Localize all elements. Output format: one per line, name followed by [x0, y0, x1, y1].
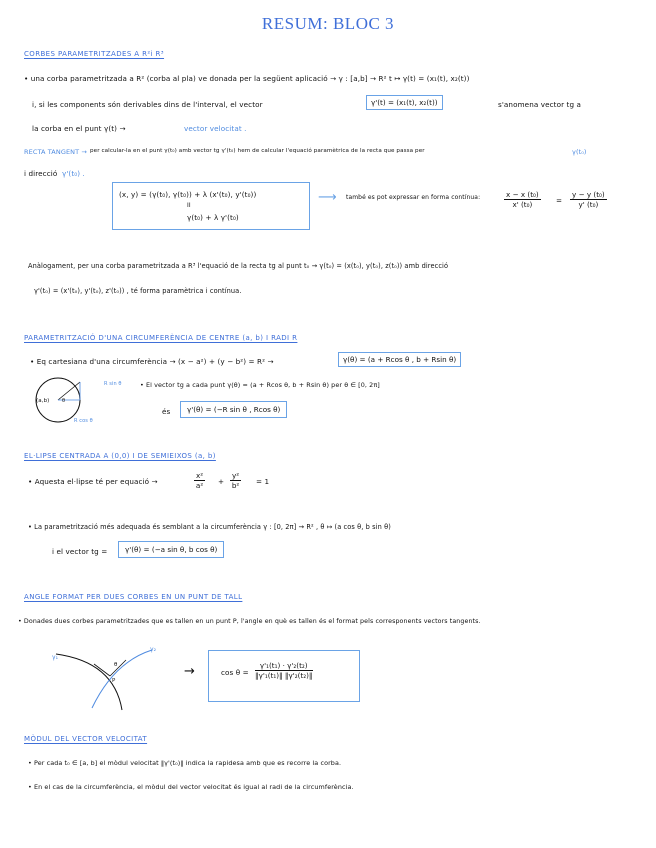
section-heading-parametrized-curves: CORBES PARAMETRITZADES A R²i R³ [24, 50, 165, 58]
circle-center-label: (a,b) [36, 398, 50, 404]
arrow-right-icon: ⟶ [318, 190, 337, 205]
text-line: • El vector tg a cada punt γ(θ) = (a + Rcos θ, b + Rsin θ) per θ ∈ [0, 2π] [140, 381, 380, 389]
ellipse-tangent-box: γ'(θ) = (−a sin θ, b cos θ) [118, 541, 224, 558]
text-line: per calcular-la en el punt γ(t₀) amb vector tg γ'(t₀) hem de calcular l'equació paramètrica de la recta que passa per [90, 148, 425, 154]
cos-label: cos θ = [221, 668, 249, 677]
curve-gamma2 [92, 650, 152, 708]
text-line: i, si les components són derivables dins de l'interval, el vector [32, 100, 263, 109]
text-line: • La parametrització més adequada és semblant a la circumferència γ : [0, 2π] → R² , θ ↦ (a cos θ, b sin θ) [28, 523, 391, 531]
fraction: $\frac{\text{x²}}{\text{a²}}$ [195, 471, 204, 490]
equation-equals: II [187, 202, 191, 209]
circle-parametrization-box: γ(θ) = (a + Rcos θ , b + Rsin θ) [338, 352, 461, 367]
equals-one: = 1 [256, 477, 270, 486]
equation-line: γ(t₀) + λ γ'(t₀) [187, 213, 239, 222]
text-line: és [162, 407, 171, 416]
equation-line: (x, y) = (γ(t₀), γ(t₀)) + λ (x'(t₀), y'(t₀)) [119, 190, 257, 199]
rcos-label: R cos θ [74, 418, 93, 424]
tangent-line-equation-box [112, 182, 310, 230]
tangent-vector-2 [94, 664, 110, 676]
text-line-blue: γ(t₀) [572, 148, 587, 156]
text-line: la corba en el punt γ(t) → [32, 124, 126, 133]
text-line: • Per cada t₀ ∈ [a, b] el mòdul velocitat ‖γ'(t₀)‖ indica la rapidesa amb que es recorre la corba. [28, 759, 342, 767]
text-line: s'anomena vector tg a [498, 100, 581, 109]
section-heading-velocity-modulus: MÒDUL DEL VECTOR VELOCITAT [24, 735, 148, 743]
text-line-blue: γ'(t₀) . [62, 169, 85, 178]
cos-theta-formula-box [208, 650, 360, 702]
section-heading-circle-parametrization: PARAMETRITZACIÓ D'UNA CIRCUMFERÈNCIA DE CENTRE (a, b) I RADI R [24, 334, 298, 342]
text-line: • Eq cartesiana d'una circumferència → (x − a²) + (y − b²) = R² → [30, 357, 274, 366]
text-line: • En el cas de la circumferència, el mòdul del vector velocitat és igual al radi de la circumferència. [28, 783, 354, 791]
theta-label: θ [62, 398, 66, 404]
tangent-vector-box: γ'(t) = (x₁(t), x₂(t)) [366, 95, 443, 110]
point-p-label: P [112, 678, 116, 684]
fraction: $\frac{\text{x − x (t₀)}}{\text{x' (t₀)}}$ [506, 190, 539, 209]
velocity-vector-label: vector velocitat . [184, 124, 247, 133]
plus-sign: + [218, 477, 225, 486]
text-line: • una corba parametritzada a R² (corba al pla) ve donada per la següent aplicació → γ : [a,b] → R² t ↦ γ(t) = (x₁(t), x₂(t)) [24, 74, 470, 83]
arrow-right-icon: → [184, 664, 195, 679]
text-line: i el vector tg = [52, 547, 108, 556]
tangent-line-label: RECTA TANGENT → [24, 148, 87, 156]
gamma2-label: γ₂ [150, 646, 157, 653]
tangent-vector-1 [110, 660, 126, 676]
text-line: γ'(t₀) = (x'(t₀), y'(t₀), z'(t₀)) , té forma paramètrica i contínua. [34, 287, 242, 295]
circle-tangent-box: γ'(θ) = (−R sin θ , Rcos θ) [180, 401, 287, 418]
fraction: $\frac{\text{y²}}{\text{b²}}$ [231, 471, 240, 490]
gamma1-label: γ₁ [52, 654, 59, 661]
text-line: • Aquesta el·lipse té per equació → [28, 477, 158, 486]
rsin-label: R sin θ [104, 381, 122, 387]
text-line: i direcció [24, 169, 58, 178]
equals-sign: = [556, 196, 563, 205]
cos-fraction: $\frac{\text{γ'₁(t₁) · γ'₂(t₂)}}{\text{‖γ'₁(t₁)‖ ‖γ'₂(t₂)‖}}$ [255, 661, 313, 680]
section-heading-angle: ANGLE FORMAT PER DUES CORBES EN UN PUNT DE TALL [24, 593, 243, 601]
continuous-form-label: també es pot expressar en forma contínua: [346, 194, 481, 201]
text-line: Anàlogament, per una corba parametritzada a R³ l'equació de la recta tg al punt t₀ → γ(t₀) = (x(t₀), y(t₀), z(t₀)) amb direcció [28, 262, 449, 270]
section-heading-ellipse: EL·LIPSE CENTRADA A (0,0) I DE SEMIEIXOS (a, b) [24, 452, 216, 460]
theta-label: θ [114, 662, 118, 668]
fraction: $\frac{\text{y − y (t₀)}}{\text{y' (t₀)}}$ [572, 190, 605, 209]
page-title: RESUM: BLOC 3 [261, 14, 395, 33]
text-line: • Donades dues corbes parametritzades que es tallen en un punt P, l'angle en què es tallen és el format pels corresponents vectors tangents. [18, 618, 481, 625]
